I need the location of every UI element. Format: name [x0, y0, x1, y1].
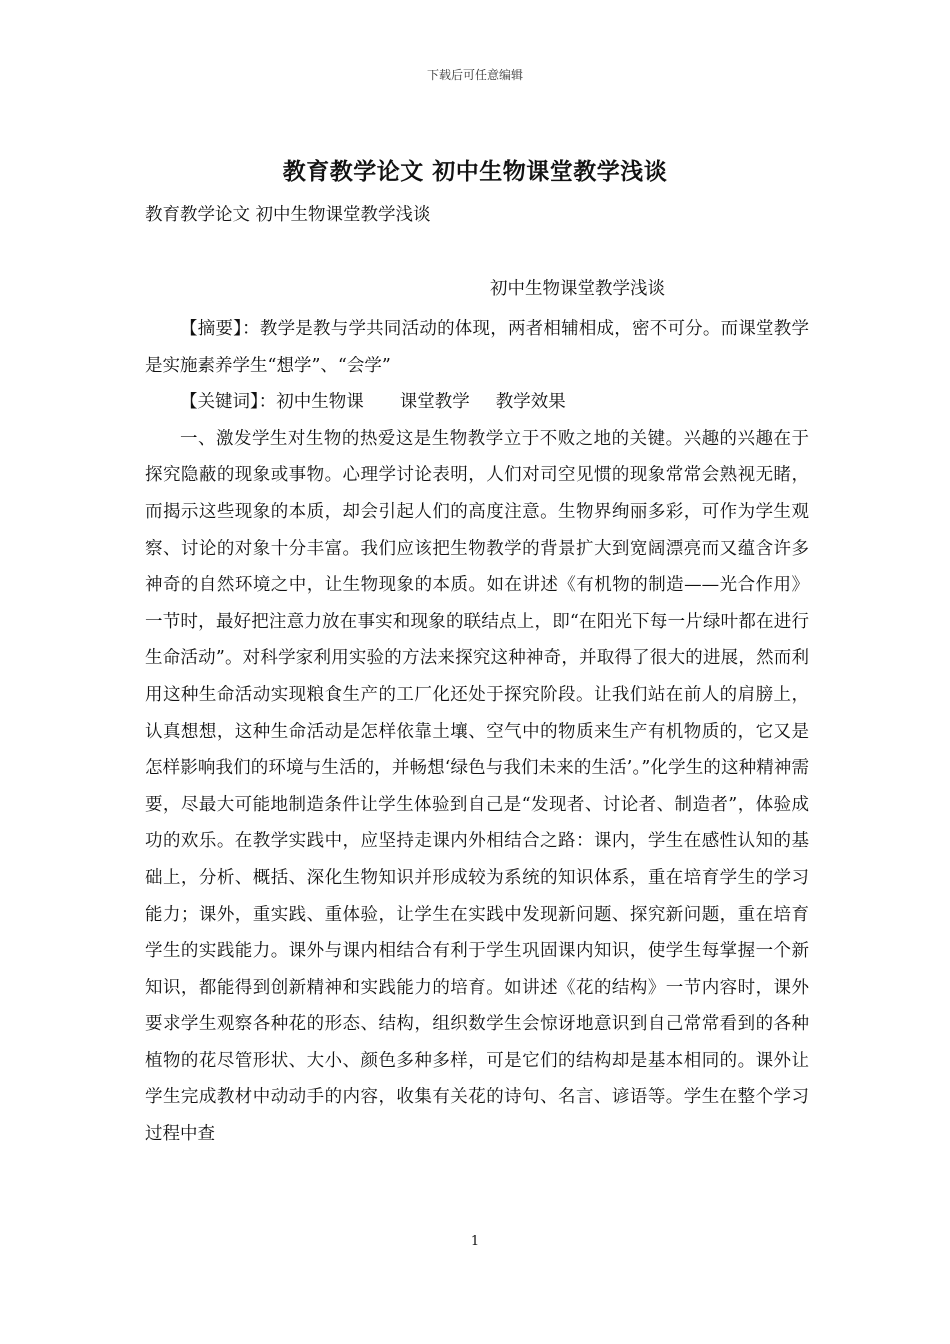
- body-text: [145, 311, 809, 1153]
- section-heading: 初中生物课堂教学浅谈: [490, 279, 665, 299]
- abstract-paragraph: 【摘要】：教学是教与学共同活动的体现，两者相辅相成，密不可分。而课堂教学是实施素养学生“想学”、“会学”: [145, 319, 809, 376]
- body-paragraph-1: 一、激发学生对生物的热爱这是生物教学立于不败之地的关键。兴趣的兴趣在于探究隐蔽的现象或事物。心理学讨论表明，人们对司空见惯的现象常常会熟视无睹，而揭示这些现象的本质，却会引起人们的高度注意。生物界绚丽多彩，可作为学生观察、讨论的对象十分丰富。我们应该把生物教学的背景扩大到宽阔漂亮而又蕴含许多神奇的自然环境之中，让生物现象的本质。如在讲述《有机物的制造——光合作用》一节时，最好把注意力放在事实和现象的联结点上，即“在阳光下每一片绿叶都在进行生命活动”。对科学家利用实验的方法来探究这种神奇，并取得了很大的进展，然而利用这种生命活动实现粮食生产的工厂化还处于探究阶段。让我们站在前人的肩膀上，认真想想，这种生命活动是怎样依靠土壤、空气中的物质来生产有机物质的，它又是怎样影响我们的环境与生活的，并畅想‘绿色与我们未来的生活’。”化学生的这种精神需要，尽最大可能地制造条件让学生体验到自己是“发现者、讨论者、制造者”，体验成功的欢乐。在教学实践中，应坚持走课内外相结合之路：课内，学生在感性认知的基础上，分析、概括、深化生物知识并形成较为系统的知识体系，重在培育学生的学习能力；课外，重实践、重体验，让学生在实践中发现新问题、探究新问题，重在培育学生的实践能力。课外与课内相结合有利于学生巩固课内知识，使学生每掌握一个新知识，都能得到创新精神和实践能力的培育。如讲述《花的结构》一节内容时，课外要求学生观察各种花的形态、结构，组织数学生会惊讶地意识到自己常常看到的各种植物的花尽管形状、大小、颜色多种多样，可是它们的结构却是基本相同的。课外让学生完成教材中动动手的内容，收集有关花的诗句、名言、谚语等。学生在整个学习过程中查: [145, 428, 809, 1145]
- keywords-paragraph: [145, 384, 809, 421]
- subtitle-line: 教育教学论文 初中生物课堂教学浅谈: [145, 205, 431, 225]
- page-number: 1: [470, 1234, 480, 1249]
- keywords-label: 【关键词】：初中生物课: [180, 392, 364, 413]
- page-title: 教育教学论文 初中生物课堂教学浅谈: [282, 158, 668, 185]
- keyword-2: 课堂教学: [399, 392, 470, 413]
- header-note: 下载后可任意编辑: [426, 68, 523, 82]
- keyword-3: 教学效果: [495, 392, 566, 413]
